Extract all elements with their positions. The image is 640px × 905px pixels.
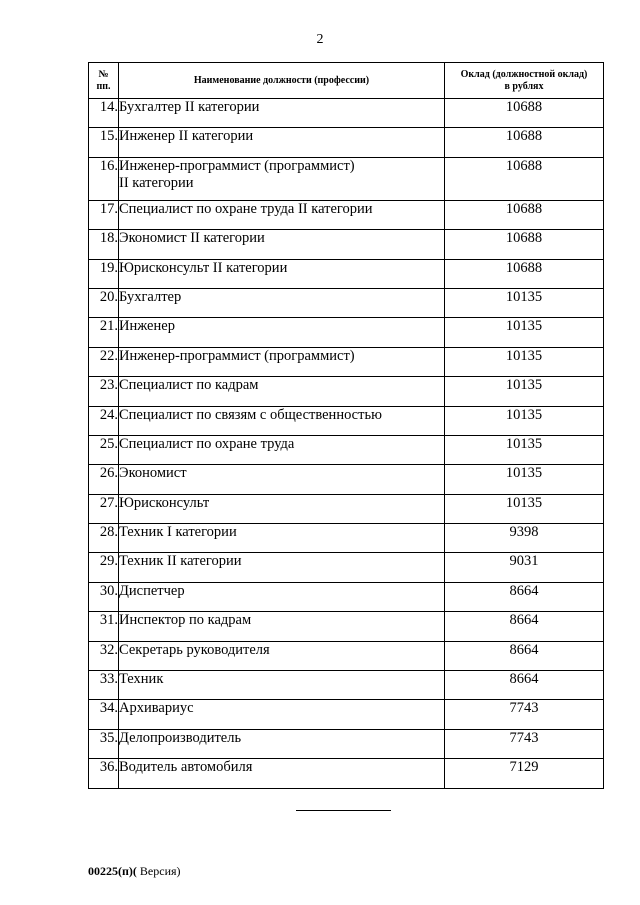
table-row xyxy=(89,700,604,729)
position-name-line1: Инженер xyxy=(119,318,175,335)
table-row xyxy=(89,582,604,611)
header-number-line1: № xyxy=(98,68,109,80)
position-name xyxy=(119,99,445,128)
position-name-line1: Экономист II категории xyxy=(119,230,265,247)
row-number: 28. xyxy=(89,524,119,553)
position-name xyxy=(119,435,445,464)
table-row xyxy=(89,377,604,406)
position-name-line1: Юрисконсульт xyxy=(119,494,210,511)
row-number: 16. xyxy=(89,157,119,200)
salary-value: 8664 xyxy=(445,641,604,670)
table-row xyxy=(89,259,604,288)
position-name-line1: Техник II категории xyxy=(119,553,242,570)
salary-value: 10135 xyxy=(445,406,604,435)
table-row xyxy=(89,494,604,523)
table-row xyxy=(89,612,604,641)
row-number: 22. xyxy=(89,347,119,376)
position-name xyxy=(119,406,445,435)
position-name-line1: Экономист xyxy=(119,465,187,482)
row-number: 29. xyxy=(89,553,119,582)
table-row xyxy=(89,671,604,700)
row-number: 35. xyxy=(89,729,119,758)
table-body xyxy=(89,99,604,789)
position-name-line1: Специалист по связям с общественностью xyxy=(119,406,382,423)
salary-value: 10688 xyxy=(445,200,604,229)
row-number: 31. xyxy=(89,612,119,641)
row-number: 32. xyxy=(89,641,119,670)
position-name-line1: Бухгалтер xyxy=(119,288,182,305)
salary-value: 7743 xyxy=(445,700,604,729)
row-number: 17. xyxy=(89,200,119,229)
row-number: 33. xyxy=(89,671,119,700)
table-row xyxy=(89,128,604,157)
position-name xyxy=(119,524,445,553)
row-number: 18. xyxy=(89,230,119,259)
position-name xyxy=(119,157,445,200)
table-row xyxy=(89,435,604,464)
position-name-line1: Инженер-программист (программист) xyxy=(119,157,355,174)
position-name xyxy=(119,759,445,788)
row-number: 23. xyxy=(89,377,119,406)
salary-value: 10135 xyxy=(445,435,604,464)
salary-value: 10135 xyxy=(445,377,604,406)
salary-value: 10688 xyxy=(445,157,604,200)
salary-value: 9031 xyxy=(445,553,604,582)
row-number: 21. xyxy=(89,318,119,347)
salary-value: 10135 xyxy=(445,318,604,347)
position-name-line1: Инспектор по кадрам xyxy=(119,612,252,629)
position-name xyxy=(119,553,445,582)
table-row xyxy=(89,318,604,347)
salary-value: 10688 xyxy=(445,230,604,259)
row-number: 24. xyxy=(89,406,119,435)
position-name xyxy=(119,377,445,406)
row-number: 20. xyxy=(89,288,119,317)
position-name xyxy=(119,671,445,700)
row-number: 30. xyxy=(89,582,119,611)
row-number: 15. xyxy=(89,128,119,157)
table-row xyxy=(89,288,604,317)
salary-value: 10135 xyxy=(445,347,604,376)
position-name-line1: Специалист по охране труда II категории xyxy=(119,200,373,217)
position-name-line1: Секретарь руководителя xyxy=(119,641,270,658)
position-name xyxy=(119,230,445,259)
salary-value: 8664 xyxy=(445,671,604,700)
row-number: 25. xyxy=(89,435,119,464)
position-name-line1: Юрисконсульт II категории xyxy=(119,259,288,276)
position-name xyxy=(119,200,445,229)
positions-salary-table xyxy=(88,62,604,789)
salary-value: 10688 xyxy=(445,259,604,288)
salary-value: 8664 xyxy=(445,612,604,641)
row-number: 19. xyxy=(89,259,119,288)
table-header-row xyxy=(89,63,604,99)
position-name-line1: Водитель автомобиля xyxy=(119,759,253,776)
table-row xyxy=(89,729,604,758)
position-name-line1: Архивариус xyxy=(119,700,194,717)
position-name-line1: Делопроизводитель xyxy=(119,729,242,746)
position-name xyxy=(119,318,445,347)
position-name xyxy=(119,347,445,376)
header-salary xyxy=(445,63,604,99)
table-row xyxy=(89,157,604,200)
position-name-line1: Техник xyxy=(119,671,164,688)
header-number-line2: пп. xyxy=(96,80,111,92)
row-number: 27. xyxy=(89,494,119,523)
position-name xyxy=(119,494,445,523)
position-name xyxy=(119,582,445,611)
row-number: 36. xyxy=(89,759,119,788)
position-name-line1: Инженер II категории xyxy=(119,128,254,145)
header-position-name: Наименование должности (профессии) xyxy=(119,63,445,99)
row-number: 14. xyxy=(89,99,119,128)
footer-code: 00225(п)( xyxy=(88,864,137,878)
position-name-line1: Бухгалтер II категории xyxy=(119,99,260,115)
position-name-line1: Инженер-программист (программист) xyxy=(119,347,355,364)
position-name xyxy=(119,641,445,670)
salary-value: 10135 xyxy=(445,465,604,494)
row-number: 26. xyxy=(89,465,119,494)
salary-value: 10688 xyxy=(445,99,604,128)
footer-document-code xyxy=(88,864,181,879)
header-number xyxy=(89,63,119,99)
header-salary-line1: Оклад (должностной оклад) xyxy=(460,68,588,80)
salary-value: 10688 xyxy=(445,128,604,157)
position-name-line1: Специалист по кадрам xyxy=(119,377,259,394)
salary-value: 7129 xyxy=(445,759,604,788)
table-row xyxy=(89,230,604,259)
table-row xyxy=(89,465,604,494)
table-row xyxy=(89,347,604,376)
table-row xyxy=(89,524,604,553)
table-row xyxy=(89,200,604,229)
table-row xyxy=(89,759,604,788)
table-row xyxy=(89,553,604,582)
position-name-line1: Техник I категории xyxy=(119,524,237,541)
salary-value: 8664 xyxy=(445,582,604,611)
position-name-line1: Диспетчер xyxy=(119,582,185,599)
position-name xyxy=(119,465,445,494)
position-name xyxy=(119,288,445,317)
position-name xyxy=(119,612,445,641)
position-name xyxy=(119,700,445,729)
row-number: 34. xyxy=(89,700,119,729)
header-salary-line2: в рублях xyxy=(504,80,544,92)
page-number: 2 xyxy=(316,32,324,47)
position-name xyxy=(119,259,445,288)
position-name-line1: Специалист по охране труда xyxy=(119,435,295,452)
table-row xyxy=(89,99,604,128)
separator-line xyxy=(296,810,391,811)
footer-version: Версия) xyxy=(136,864,181,878)
salary-value: 7743 xyxy=(445,729,604,758)
position-name xyxy=(119,128,445,157)
salary-value: 9398 xyxy=(445,524,604,553)
position-name xyxy=(119,729,445,758)
table-row xyxy=(89,641,604,670)
salary-value: 10135 xyxy=(445,288,604,317)
table-row xyxy=(89,406,604,435)
position-name-line2: II категории xyxy=(119,174,194,191)
salary-value: 10135 xyxy=(445,494,604,523)
